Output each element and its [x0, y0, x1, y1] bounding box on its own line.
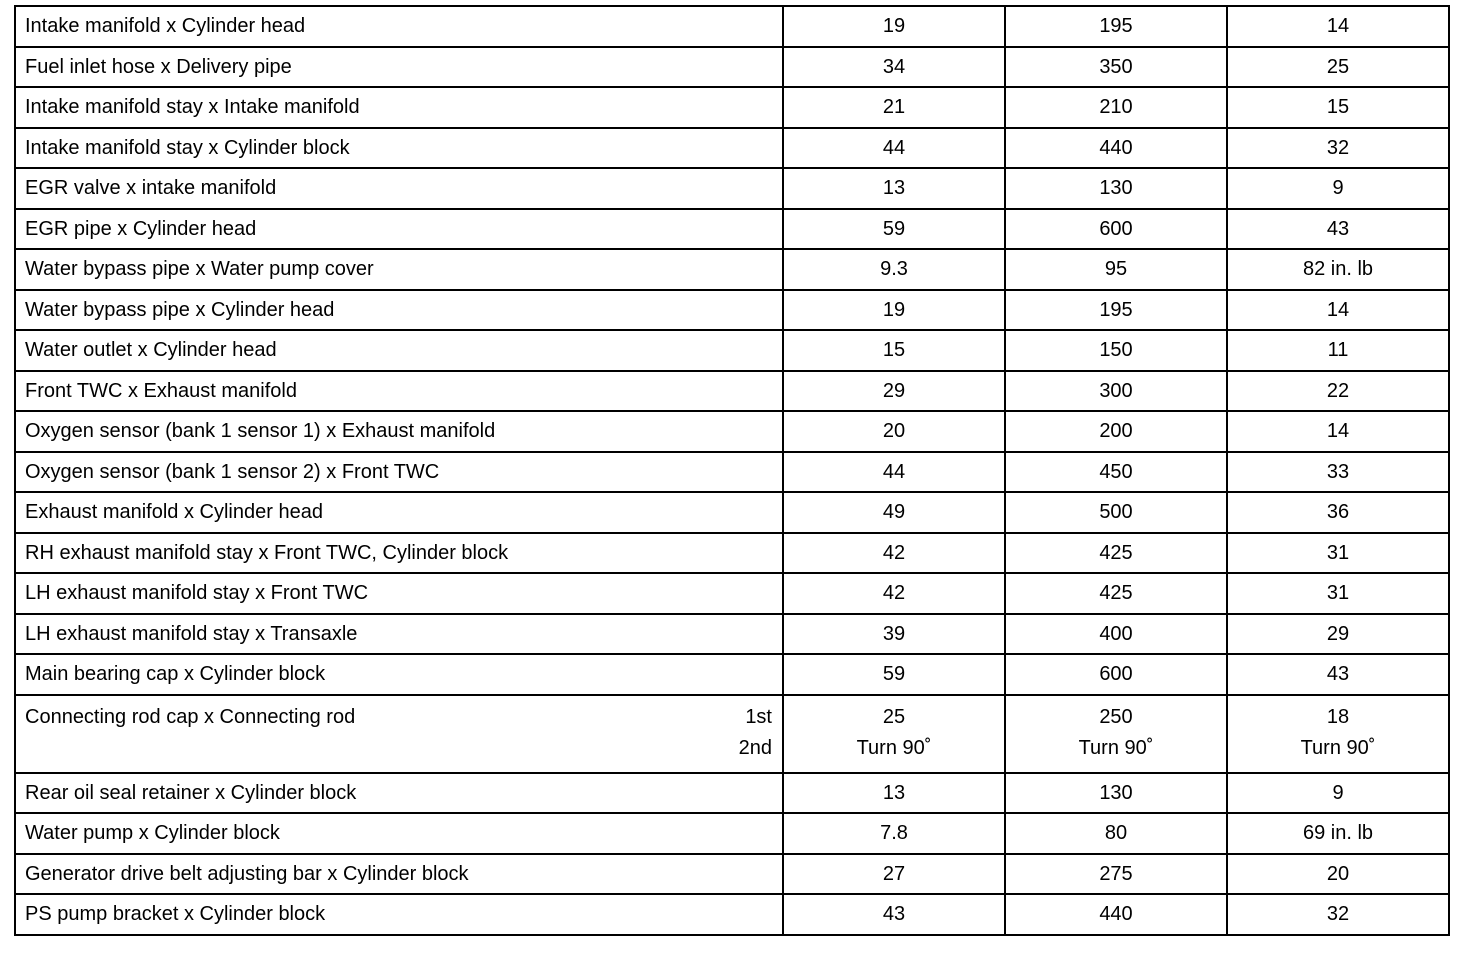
table-row	[15, 47, 1449, 88]
part-name-cell: Rear oil seal retainer x Cylinder block	[15, 773, 783, 814]
torque-kgfcm-cell	[1005, 695, 1227, 773]
torque-nm-cell: 42	[783, 533, 1005, 574]
torque-ftlbf-cell: 20	[1227, 854, 1449, 895]
table-row	[15, 492, 1449, 533]
torque-ftlbf-cell: 43	[1227, 654, 1449, 695]
table-row	[15, 128, 1449, 169]
torque-ftlbf-cell: 15	[1227, 87, 1449, 128]
step-value: Turn 90˚	[856, 736, 932, 759]
torque-ftlbf-cell: 14	[1227, 290, 1449, 331]
torque-nm-cell: 15	[783, 330, 1005, 371]
table-row	[15, 249, 1449, 290]
table-row	[15, 290, 1449, 331]
torque-kgfcm-cell: 200	[1005, 411, 1227, 452]
part-name-cell: Water pump x Cylinder block	[15, 813, 783, 854]
torque-ftlbf-cell: 9	[1227, 168, 1449, 209]
torque-nm-cell: 44	[783, 128, 1005, 169]
part-name-cell: PS pump bracket x Cylinder block	[15, 894, 783, 935]
torque-ftlbf-cell: 36	[1227, 492, 1449, 533]
torque-nm-cell: 19	[783, 6, 1005, 47]
torque-nm-cell: 7.8	[783, 813, 1005, 854]
torque-nm-cell: 21	[783, 87, 1005, 128]
torque-nm-cell: 49	[783, 492, 1005, 533]
torque-ftlbf-cell: 11	[1227, 330, 1449, 371]
torque-nm-cell: 59	[783, 654, 1005, 695]
torque-nm-cell: 59	[783, 209, 1005, 250]
torque-nm-cell: 34	[783, 47, 1005, 88]
part-name-cell: Water outlet x Cylinder head	[15, 330, 783, 371]
torque-kgfcm-cell: 350	[1005, 47, 1227, 88]
table-row-connecting-rod	[15, 695, 1449, 773]
part-name-cell: EGR pipe x Cylinder head	[15, 209, 783, 250]
torque-kgfcm-cell: 600	[1005, 209, 1227, 250]
part-name-cell: Intake manifold x Cylinder head	[15, 6, 783, 47]
torque-kgfcm-cell: 440	[1005, 894, 1227, 935]
table-row	[15, 209, 1449, 250]
torque-ftlbf-cell: 14	[1227, 6, 1449, 47]
torque-nm-cell: 20	[783, 411, 1005, 452]
part-name-cell: Front TWC x Exhaust manifold	[15, 371, 783, 412]
part-name-cell: LH exhaust manifold stay x Front TWC	[15, 573, 783, 614]
torque-spec-table	[14, 5, 1450, 936]
part-name-cell: Intake manifold stay x Cylinder block	[15, 128, 783, 169]
tightening-step-label: 2nd	[738, 736, 772, 759]
torque-ftlbf-cell: 69 in. lb	[1227, 813, 1449, 854]
part-name-cell: Main bearing cap x Cylinder block	[15, 654, 783, 695]
torque-nm-cell: 39	[783, 614, 1005, 655]
torque-kgfcm-cell: 450	[1005, 452, 1227, 493]
tightening-steps	[739, 702, 772, 764]
part-name-label: Connecting rod cap x Connecting rod	[25, 705, 356, 728]
torque-ftlbf-cell: 33	[1227, 452, 1449, 493]
torque-ftlbf-cell: 9	[1227, 773, 1449, 814]
torque-nm-cell: 29	[783, 371, 1005, 412]
torque-ftlbf-cell: 25	[1227, 47, 1449, 88]
table-row	[15, 533, 1449, 574]
step-value: 250	[1099, 705, 1133, 728]
part-name-cell: Intake manifold stay x Intake manifold	[15, 87, 783, 128]
table-row	[15, 894, 1449, 935]
table-row	[15, 854, 1449, 895]
torque-kgfcm-cell: 400	[1005, 614, 1227, 655]
torque-ftlbf-cell: 14	[1227, 411, 1449, 452]
part-name-cell: Water bypass pipe x Water pump cover	[15, 249, 783, 290]
table-row	[15, 87, 1449, 128]
step-value: Turn 90˚	[1300, 736, 1376, 759]
torque-kgfcm-cell: 440	[1005, 128, 1227, 169]
part-name-cell: Oxygen sensor (bank 1 sensor 2) x Front TWC	[15, 452, 783, 493]
table-row	[15, 452, 1449, 493]
torque-nm-cell: 13	[783, 773, 1005, 814]
torque-ftlbf-cell: 82 in. lb	[1227, 249, 1449, 290]
torque-ftlbf-cell: 29	[1227, 614, 1449, 655]
torque-nm-cell: 19	[783, 290, 1005, 331]
torque-kgfcm-cell: 130	[1005, 168, 1227, 209]
table-row	[15, 371, 1449, 412]
torque-kgfcm-cell: 150	[1005, 330, 1227, 371]
torque-kgfcm-cell: 95	[1005, 249, 1227, 290]
table-row	[15, 168, 1449, 209]
table-row	[15, 654, 1449, 695]
torque-kgfcm-cell: 210	[1005, 87, 1227, 128]
step-value: 25	[882, 705, 906, 728]
torque-nm-cell: 43	[783, 894, 1005, 935]
torque-nm-cell: 44	[783, 452, 1005, 493]
torque-ftlbf-cell: 22	[1227, 371, 1449, 412]
torque-kgfcm-cell: 80	[1005, 813, 1227, 854]
torque-ftlbf-cell: 32	[1227, 128, 1449, 169]
torque-ftlbf-cell: 31	[1227, 533, 1449, 574]
part-name-cell: Generator drive belt adjusting bar x Cylinder block	[15, 854, 783, 895]
torque-ftlbf-cell: 32	[1227, 894, 1449, 935]
tightening-step-label: 1st	[745, 705, 772, 728]
torque-kgfcm-cell: 425	[1005, 573, 1227, 614]
part-name-cell: Oxygen sensor (bank 1 sensor 1) x Exhaust manifold	[15, 411, 783, 452]
table-row	[15, 411, 1449, 452]
torque-kgfcm-cell: 275	[1005, 854, 1227, 895]
torque-ftlbf-cell	[1227, 695, 1449, 773]
torque-kgfcm-cell: 500	[1005, 492, 1227, 533]
table-row	[15, 573, 1449, 614]
torque-ftlbf-cell: 31	[1227, 573, 1449, 614]
step-value: 18	[1326, 705, 1350, 728]
torque-nm-cell: 27	[783, 854, 1005, 895]
torque-nm-cell: 42	[783, 573, 1005, 614]
torque-kgfcm-cell: 300	[1005, 371, 1227, 412]
torque-kgfcm-cell: 600	[1005, 654, 1227, 695]
torque-kgfcm-cell: 130	[1005, 773, 1227, 814]
part-name-cell: Fuel inlet hose x Delivery pipe	[15, 47, 783, 88]
table-row	[15, 614, 1449, 655]
torque-spec-body	[15, 6, 1449, 935]
torque-nm-cell: 13	[783, 168, 1005, 209]
table-row	[15, 6, 1449, 47]
part-name-cell: EGR valve x intake manifold	[15, 168, 783, 209]
torque-ftlbf-cell: 43	[1227, 209, 1449, 250]
part-name-cell	[15, 695, 783, 773]
torque-kgfcm-cell: 425	[1005, 533, 1227, 574]
part-name-cell: LH exhaust manifold stay x Transaxle	[15, 614, 783, 655]
torque-kgfcm-cell: 195	[1005, 6, 1227, 47]
table-row	[15, 813, 1449, 854]
torque-nm-cell: 9.3	[783, 249, 1005, 290]
table-row	[15, 330, 1449, 371]
part-name-cell: Water bypass pipe x Cylinder head	[15, 290, 783, 331]
torque-kgfcm-cell: 195	[1005, 290, 1227, 331]
step-value: Turn 90˚	[1078, 736, 1154, 759]
torque-nm-cell	[783, 695, 1005, 773]
part-name-cell: Exhaust manifold x Cylinder head	[15, 492, 783, 533]
table-row	[15, 773, 1449, 814]
part-name-cell: RH exhaust manifold stay x Front TWC, Cylinder block	[15, 533, 783, 574]
